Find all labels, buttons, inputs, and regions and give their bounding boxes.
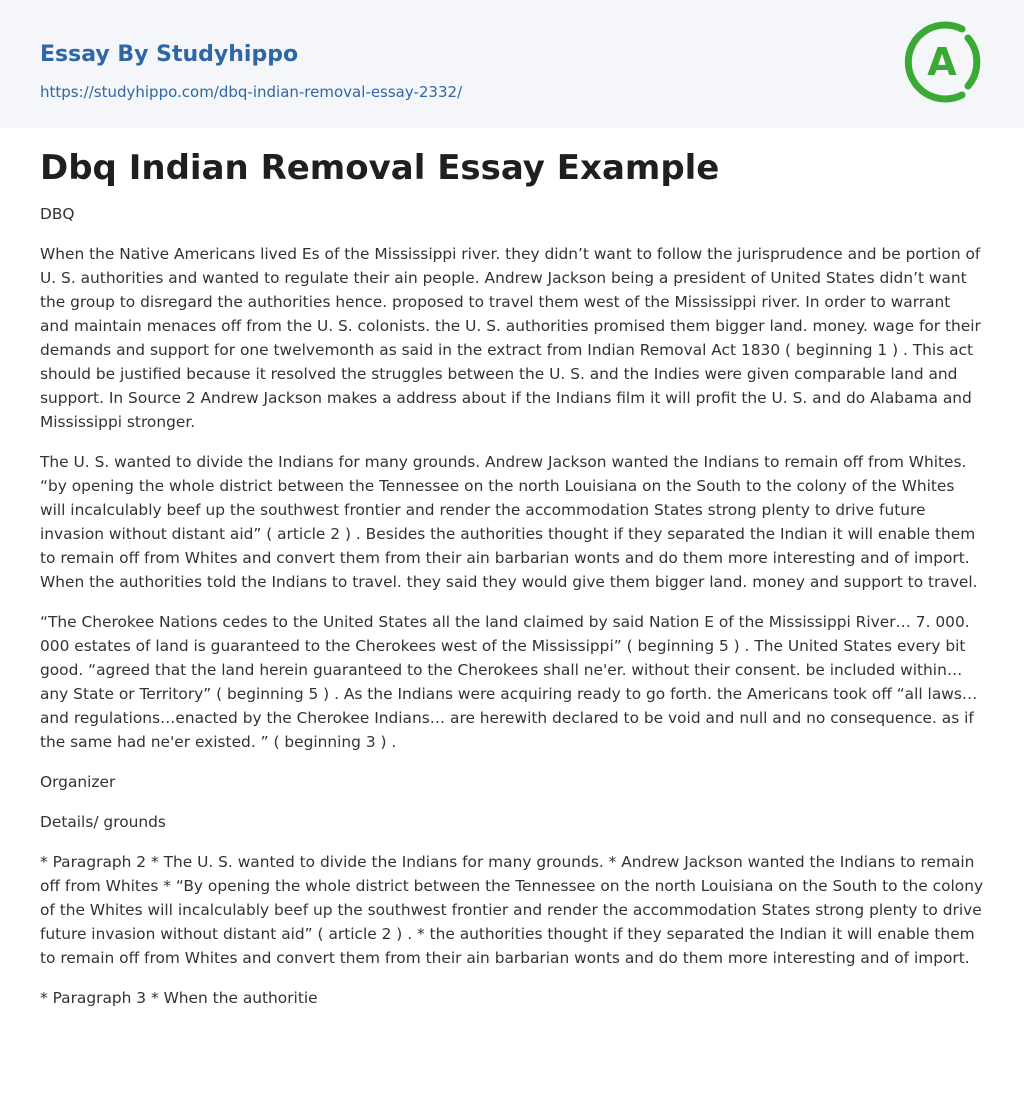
essay-paragraph: The U. S. wanted to divide the Indians for many grounds. Andrew Jackson wanted the Indians to remain off from Whites. “by opening the whole district between the Tennessee on the north Louisiana on the South to the colony of the Whites will incalculably beef up the southwest frontier and render the accommodation States strong plenty to drive future invasion without distant aid” ( article 2 ) . Besides the authorities thought if they separated the Indian it will enable them to remain off from Whites and convert them from their ain barbarian wonts and do them more interesting and of import. When the authorities told the Indians to travel. they said they would give them bigger land. money and support to travel.	[40, 453, 978, 591]
essay-section-heading: Organizer	[40, 773, 116, 791]
studyhippo-logo-icon[interactable]	[900, 20, 984, 104]
logo-letter: A	[927, 40, 957, 84]
essay-paragraph: When the Native Americans lived Es of the Mississippi river. they didn’t want to follow the jurisprudence and be portion of U. S. authorities and wanted to regulate their ain people. Andrew Jackson being a president of United States didn’t want the group to disregard the authorities hence. proposed to travel them west of the Mississippi river. In order to warrant and maintain menaces off from the U. S. colonists. the U. S. authorities promised them bigger land. money. wage for their demands and support for one twelvemonth as said in the extract from Indian Removal Act 1830 ( beginning 1 ) . This act should be justified because it resolved the struggles between the U. S. and the Indies were given comparable land and support. In Source 2 Andrew Jackson makes a address about if the Indians film it will profit the U. S. and do Alabama and Mississippi stronger.	[40, 245, 981, 431]
site-header	[0, 0, 1024, 128]
essay-paragraph: * Paragraph 2 * The U. S. wanted to divide the Indians for many grounds. * Andrew Jackson wanted the Indians to remain off from Whites * “By opening the whole district between the Tennessee on the north Louisiana on the South to the colony of the Whites will incalculably beef up the southwest frontier and render the accommodation States strong plenty to drive future invasion without distant aid” ( article 2 ) . * the authorities thought if they separated the Indian it will enable them to remain off from Whites and convert them from their ain barbarian wonts and do them more interesting and of import.	[40, 853, 984, 967]
essay-url-link[interactable]: https://studyhippo.com/dbq-indian-removal-essay-2332/	[40, 83, 463, 101]
essay-paragraph: “The Cherokee Nations cedes to the United States all the land claimed by said Nation E of the Mississippi River… 7. 000. 000 estates of land is guaranteed to the Cherokees west of the Mississippi” ( beginning 5 ) . The United States every bit good. “agreed that the land herein guaranteed to the Cherokees shall ne'er. without their consent. be included within…any State or Territory” ( beginning 5 ) . As the Indians were acquiring ready to go forth. the Americans took off “all laws… and regulations…enacted by the Cherokee Indians… are herewith declared to be void and null and no consequence. as if the same had ne'er existed. ” ( beginning 3 ) .	[40, 613, 978, 751]
essay-section-heading: Details/ grounds	[40, 813, 166, 831]
essay-paragraph: * Paragraph 3 * When the authoritie	[40, 989, 318, 1007]
essay-label: DBQ	[40, 205, 75, 223]
essay-content	[0, 128, 1024, 1010]
site-title[interactable]: Essay By Studyhippo	[40, 42, 299, 67]
page-title: Dbq Indian Removal Essay Example	[40, 148, 720, 188]
